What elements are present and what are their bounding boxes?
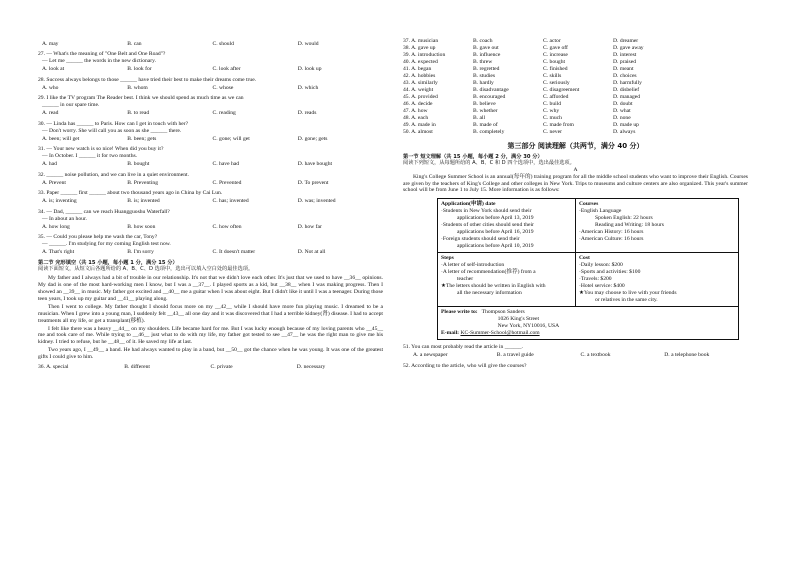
option: C. bought [543, 58, 566, 65]
part3-title: 第三部分 阅读理解（共两节，满分 40 分） [507, 141, 644, 150]
option: C. actor [543, 38, 561, 44]
option: D. To prevent [297, 179, 329, 186]
option: C. disagreement [543, 86, 580, 93]
info-line: ·Sports and activities: $100 [579, 269, 641, 276]
left-column [38, 40, 383, 375]
application-title: Application(申请) date [441, 201, 496, 208]
option: B. coach [473, 38, 493, 44]
option: C. reading [212, 110, 236, 117]
question-list [38, 51, 383, 256]
option: D. Not at all [297, 249, 326, 256]
passage-paragraph: Then I went to college. My father thought I should focus more on my __42__ while I should have more fun playing music. I dreamed to be a musician. When I grew into a young man, I suddenly felt __43__ all one day and it was discovered that I had a terrible kidney(肾) disease. I had to accept treatments all my life, or get a transplant(移植). [38, 303, 383, 324]
option: A. who [42, 84, 59, 91]
option: C. private [210, 364, 233, 371]
question-line: 33. Paper ______ first ______ about two thousand years ago in China by Cai Lun. [38, 190, 223, 197]
option: C. afforded [543, 93, 569, 100]
answer-options-row [403, 45, 748, 52]
question-line: — Let me ______ the words in the new dictionary. [42, 58, 156, 65]
answer-options-row [403, 59, 748, 66]
option: B. how soon [127, 223, 156, 230]
question-line: 32. ______ noise pollution, and we can live in a quiet environment. [38, 171, 190, 178]
option: C. skills [543, 72, 562, 79]
passage-paragraph: My father and I always had a bit of trouble in our relationship. It's not that we didn't love each other. It's just that we used to have __36__ opinions. My dad is one of the most hard-working men I know, but I was a __37__. I played sports as a kid, but __38__ when I was making progress. Then I showed an __39__ in music. My father got excited and __40__ me a guitar when I was about eight. But I didn't like it until I was a teenager. During those teen years, I took up my guitar and __41__ playing along. [38, 274, 383, 302]
answer-options-row [403, 87, 748, 94]
section1-title: 第一节 短文理解（共 15 小题，每小题 2 分，满分 30 分） [403, 153, 543, 160]
option: C. should [212, 41, 234, 47]
option: B. whether [473, 107, 498, 114]
option: D. harmfully [613, 79, 642, 86]
option: A. been; will get [42, 135, 80, 142]
option: B. can [127, 41, 142, 47]
question-line: — ______. I'm studying for my coming English test now. [42, 241, 171, 248]
option: B. a travel guide [496, 352, 534, 359]
answer-options-row [403, 73, 748, 80]
question-line: — In October. I ______ it for two months. [42, 153, 138, 160]
steps-cell [438, 253, 576, 306]
answer-options-row [403, 80, 748, 87]
answer-options-row [403, 94, 748, 101]
info-line: applications before April 16, 2019 [457, 229, 534, 236]
option: B. to read [127, 110, 150, 117]
option: C. finished [543, 65, 568, 72]
passage-letter: A [573, 166, 578, 173]
option: A. a newspaper [413, 352, 448, 359]
option: D. which [297, 84, 319, 91]
option: D. have bought [297, 161, 333, 168]
info-line: ·Hotel service: $400 [579, 283, 625, 290]
courses-cell [576, 199, 738, 252]
option: C. look after [212, 66, 241, 73]
courses-title: Courses [579, 201, 599, 208]
info-line: Reading and Writing: 18 hours [595, 222, 664, 229]
option: A. look at [42, 66, 65, 73]
option: C. whose [212, 84, 234, 91]
question-line: — In about an hour. [42, 215, 87, 222]
options-row [38, 41, 383, 48]
info-line: ·American History: 16 hours [579, 229, 644, 236]
option: A. read [42, 110, 59, 117]
question-line: 35. — Could you please help me wash the car, Tony? [38, 234, 158, 241]
option: 45. A. provided [403, 93, 438, 100]
email-label: E-mail: [441, 330, 460, 337]
info-row [438, 199, 738, 253]
option: D. none [613, 114, 631, 121]
option: D. doubt [613, 100, 633, 107]
option: C. gave off [543, 44, 568, 51]
option: C. a textbook [580, 352, 611, 359]
section1-instructions: 阅读下列短文，从每题所给的 A、B、C 和 D 四个选项中，选出最佳选项。 [403, 160, 575, 167]
option: D. dreamer [613, 38, 639, 44]
question-51: 51. You can most probably read the article in ______. [403, 344, 523, 351]
option: D. interest [613, 51, 637, 58]
option: B. hardly [473, 79, 494, 86]
option: A. Prevent [42, 179, 66, 186]
option: B. whom [127, 84, 148, 91]
answer-options-row [403, 129, 748, 136]
info-table [437, 198, 739, 340]
answer-options-row [403, 115, 748, 122]
question-line: 31. — Your new watch is so nice! When did you buy it? [38, 146, 164, 153]
option: D. a telephone book [664, 352, 710, 359]
option: 38. A. gave up [403, 44, 436, 51]
option: D. meant [613, 65, 634, 72]
application-cell [438, 199, 576, 252]
option: B. been; gets [127, 135, 157, 142]
info-line: ·English Language [579, 208, 622, 215]
option: 36. A. special [38, 364, 69, 371]
option: 41. A. began [403, 65, 432, 72]
answer-options-row [403, 122, 748, 129]
info-line: ·A letter of self-introduction [441, 262, 505, 269]
question-line: 34. — Dad, ______ can we reach Huangguoshu Waterfall? [38, 208, 170, 215]
info-line: ·Daily lesson: $200 [579, 262, 623, 269]
option: B. studies [473, 72, 496, 79]
option: B. look for [127, 66, 152, 73]
option: B. regretted [473, 65, 500, 72]
option: D. choices [613, 72, 637, 79]
option: D. made up [613, 121, 639, 128]
option: B. bought [127, 161, 150, 168]
question-line: 27. — What's the meaning of "One Belt and One Road"? [38, 51, 166, 58]
question-line: 29. I like the TV program The Reader best. I think we should spend as much time as we can [38, 95, 244, 102]
info-line: ★You may choose to live with your friends [579, 290, 677, 297]
option: C. seriously [543, 79, 570, 86]
option: 49. A. made in [403, 121, 436, 128]
right-column [403, 38, 748, 370]
passage-paragraph: Two years ago, I __49__ a band. He had always wanted to play in a band, but __50__ got the chance when he was young. It was one of the greatest gifts I could give to him. [38, 347, 383, 361]
cost-title: Cost [579, 255, 590, 262]
option: C. how often [212, 223, 242, 230]
info-line: all the necessary information [457, 290, 522, 297]
option: D. necessary [296, 364, 326, 371]
option: C. gone; will get [212, 135, 250, 142]
option: A. That's right [42, 249, 75, 256]
option: 39. A. introduction [403, 51, 446, 58]
option: B. different [124, 364, 150, 371]
info-line: ★The letters should be written in English with [441, 283, 546, 290]
option: C. much [543, 114, 562, 121]
option: C. increase [543, 51, 568, 58]
contact-label: Please write to: [441, 309, 478, 316]
option: D. reads [297, 110, 317, 117]
option: C. why [543, 107, 560, 114]
reading-passage: King's College Summer School is an annual(每年的) training program for all the middle school students who want to improve their English. Courses are given by the teachers of King's College and other colleges in New York. Trips to museums and culture centers are also organized. This year's summer school will be from June 1 to July 15. More information is as follows: [403, 173, 748, 194]
option: B. is; invented [127, 198, 160, 205]
answer-options-row [403, 101, 748, 108]
options-row [38, 85, 383, 92]
option: D. how far [297, 223, 322, 230]
option: D. always [613, 128, 636, 135]
options-row [38, 161, 383, 168]
option: C. build [543, 100, 562, 107]
option: 43. A. similarly [403, 79, 438, 86]
option: C. never [543, 128, 562, 135]
option: 48. A. each [403, 114, 429, 121]
option: B. completely [473, 128, 505, 135]
option: B. I'm sorry [127, 249, 154, 256]
option: D. praised [613, 58, 636, 65]
info-line: applications before April 10, 2019 [457, 243, 534, 250]
question-line: 30. — Linda has ______ to Paris. How can I get in touch with her? [38, 120, 189, 127]
answer-options-row [403, 66, 748, 73]
options-row [38, 110, 383, 117]
options-row [38, 136, 383, 143]
question-line: — Don't worry. She will call you as soon as she ______ there. [42, 127, 182, 134]
option: 46. A. decide [403, 100, 433, 107]
options-row [38, 198, 383, 205]
option: 47. A. how [403, 107, 428, 114]
answer-options-row [403, 38, 748, 45]
option: D. what [613, 107, 631, 114]
option: 44. A. weight [403, 86, 434, 93]
info-line: ·Foreign students should send their [441, 236, 520, 243]
option: C. made from [543, 121, 574, 128]
options-row [38, 224, 383, 231]
options-row [403, 352, 748, 359]
info-line: teacher [457, 276, 474, 283]
info-line: New York, NY10016, USA [497, 323, 560, 330]
option: B. disadvantage [473, 86, 509, 93]
info-line: ·Students in New York should send their [441, 208, 532, 215]
info-line: ·American Culture: 16 hours [579, 236, 644, 243]
option: D. managed [613, 93, 641, 100]
info-line: Thompson Sanders [481, 309, 525, 316]
info-line: ·A letter of recommendation(推荐) from a [441, 269, 536, 276]
answer-options-row [403, 52, 748, 59]
option: 40. A. expected [403, 58, 438, 65]
info-line: ·Travels: $200 [579, 276, 612, 283]
option: B. made of [473, 121, 498, 128]
option: B. threw [473, 58, 493, 65]
cost-cell [576, 253, 738, 306]
option: D. look up [297, 66, 322, 73]
option: C. have had [212, 161, 240, 168]
question-line: ______ in our spare time. [42, 102, 100, 109]
option: D. disbelief [613, 86, 640, 93]
info-line: Spoken English: 22 hours [595, 215, 653, 222]
option: A. how long [42, 223, 70, 230]
info-line: or relatives in the same city. [595, 297, 658, 304]
steps-title: Steps [441, 255, 454, 262]
option: 37. A. musician [403, 38, 439, 44]
info-line: applications before April 13, 2019 [457, 215, 534, 222]
option: B. gave out [473, 44, 499, 51]
option: B. believe [473, 100, 496, 107]
option: D. gave away [613, 44, 644, 51]
option: A. may [42, 41, 59, 47]
question-52: 52. According to the article, who will give the courses? [403, 362, 527, 369]
answer-options-row [403, 108, 748, 115]
section2-instructions: 阅读下面短文，从短文后各题所给的 A、B、C、D 选项中，选出可以填入空白处的最佳选项。 [38, 266, 254, 273]
email-value: KC-Summer-School@hotmail.com [460, 330, 540, 337]
section2-title: 第二节 完形填空（共 15 小题，每小题 1 分，满分 15 分） [38, 259, 178, 266]
option: B. all [473, 114, 486, 121]
option: D. would [297, 41, 319, 47]
passage-paragraph: I felt like there was a heavy __44__ on my shoulders. Life became hard for me. But I was lucky enough because of my loving parents who __45__ me and took care of me. While trying to __46__ just what to do with my life, my father got tested to see __47__ he was the right man to give me his kidney. I tried to refuse, but he __48__ of it. He saved my life at last. [38, 325, 383, 346]
option: D. was; invented [297, 198, 336, 205]
option: B. encouraged [473, 93, 506, 100]
option: D. gone; gets [297, 135, 328, 142]
options-row [38, 364, 383, 371]
option: B. influence [473, 51, 501, 58]
option: C. Prevented [212, 179, 242, 186]
question-line: 28. Success always belongs to those ______ have tried their best to make their dreams come true. [38, 76, 257, 83]
option: C. has; invented [212, 198, 249, 205]
info-line: ·Students of other cities should send their [441, 222, 534, 229]
info-line: 1026 King's Street [497, 316, 540, 323]
option: B. Preventing [127, 179, 159, 186]
options-row [38, 66, 383, 73]
cloze-passage [38, 275, 383, 362]
option: A. had [42, 161, 57, 168]
info-row [438, 253, 738, 307]
option: 42. A. hobbies [403, 72, 436, 79]
option: 50. A. almost [403, 128, 433, 135]
options-row [38, 180, 383, 187]
options-row [38, 249, 383, 256]
cloze-answer-options [403, 38, 748, 136]
option: C. It doesn't matter [212, 249, 256, 256]
contact-cell [438, 307, 738, 339]
option: A. is; inventing [42, 198, 77, 205]
